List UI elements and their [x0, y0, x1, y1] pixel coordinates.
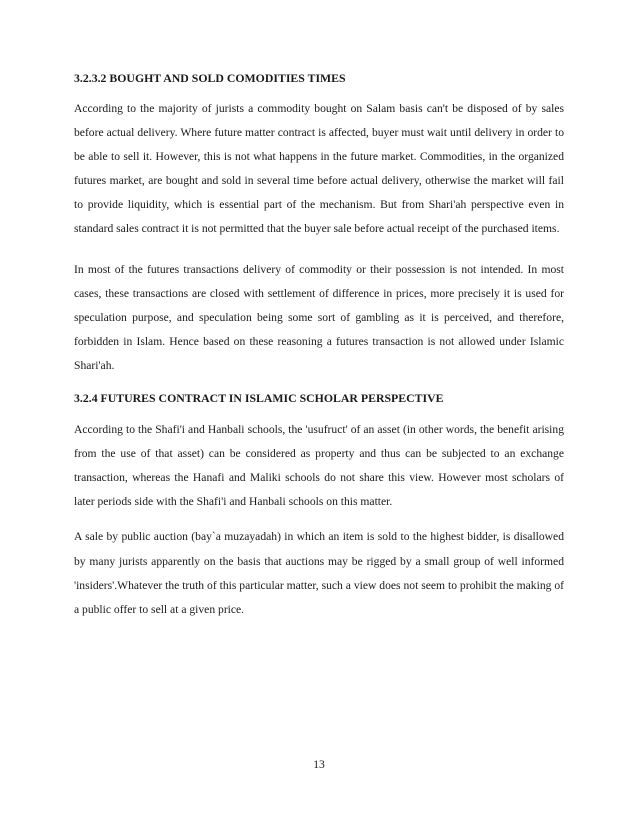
paragraph-usufruct: According to the Shafi'i and Hanbali schools, the 'usufruct' of an asset (in other words, the benefit arising from the use of that asset) can be considered as property and thus can be subjected to an exchange transaction, whereas the Hanafi and Maliki schools do not share this view. However most scholars of later periods side with the Shafi'i and Hanbali schools on this matter.	[74, 423, 564, 509]
page-number: 13	[313, 758, 325, 771]
document-body	[74, 70, 564, 622]
section-heading-futures-contract: 3.2.4 FUTURES CONTRACT IN ISLAMIC SCHOLAR PERSPECTIVE	[74, 391, 444, 406]
section-heading-bought-and-sold: 3.2.3.2 BOUGHT AND SOLD COMODITIES TIMES	[74, 71, 346, 85]
paragraph-speculation: In most of the futures transactions delivery of commodity or their possession is not intended. In most cases, these transactions are closed with settlement of difference in prices, more precisely it is used for speculation purpose, and speculation being some sort of gambling as it is perceived, and therefore, forbidden in Islam. Hence based on these reasoning a futures transaction is not allowed under Islamic Shari'ah.	[74, 262, 564, 372]
paragraph-salam-disposal: According to the majority of jurists a commodity bought on Salam basis can't be disposed of by sales before actual delivery. Where future matter contract is affected, buyer must wait until delivery in order to be able to sell it. However, this is not what happens in the future market. Commodities, in the organized futures market, are bought and sold in several time before actual delivery, otherwise the market will fail to provide liquidity, which is essential part of the mechanism. But from Shari'ah perspective even in standard sales contract it is not permitted that the buyer sale before actual receipt of the purchased items.	[74, 102, 564, 236]
paragraph-public-auction: A sale by public auction (bay`a muzayadah) in which an item is sold to the highest bidder, is disallowed by many jurists apparently on the basis that auctions may be rigged by a small group of well informed 'insiders'.Whatever the truth of this particular matter, such a view does not seem to prohibit the making of a public offer to sell at a given price.	[74, 530, 564, 616]
